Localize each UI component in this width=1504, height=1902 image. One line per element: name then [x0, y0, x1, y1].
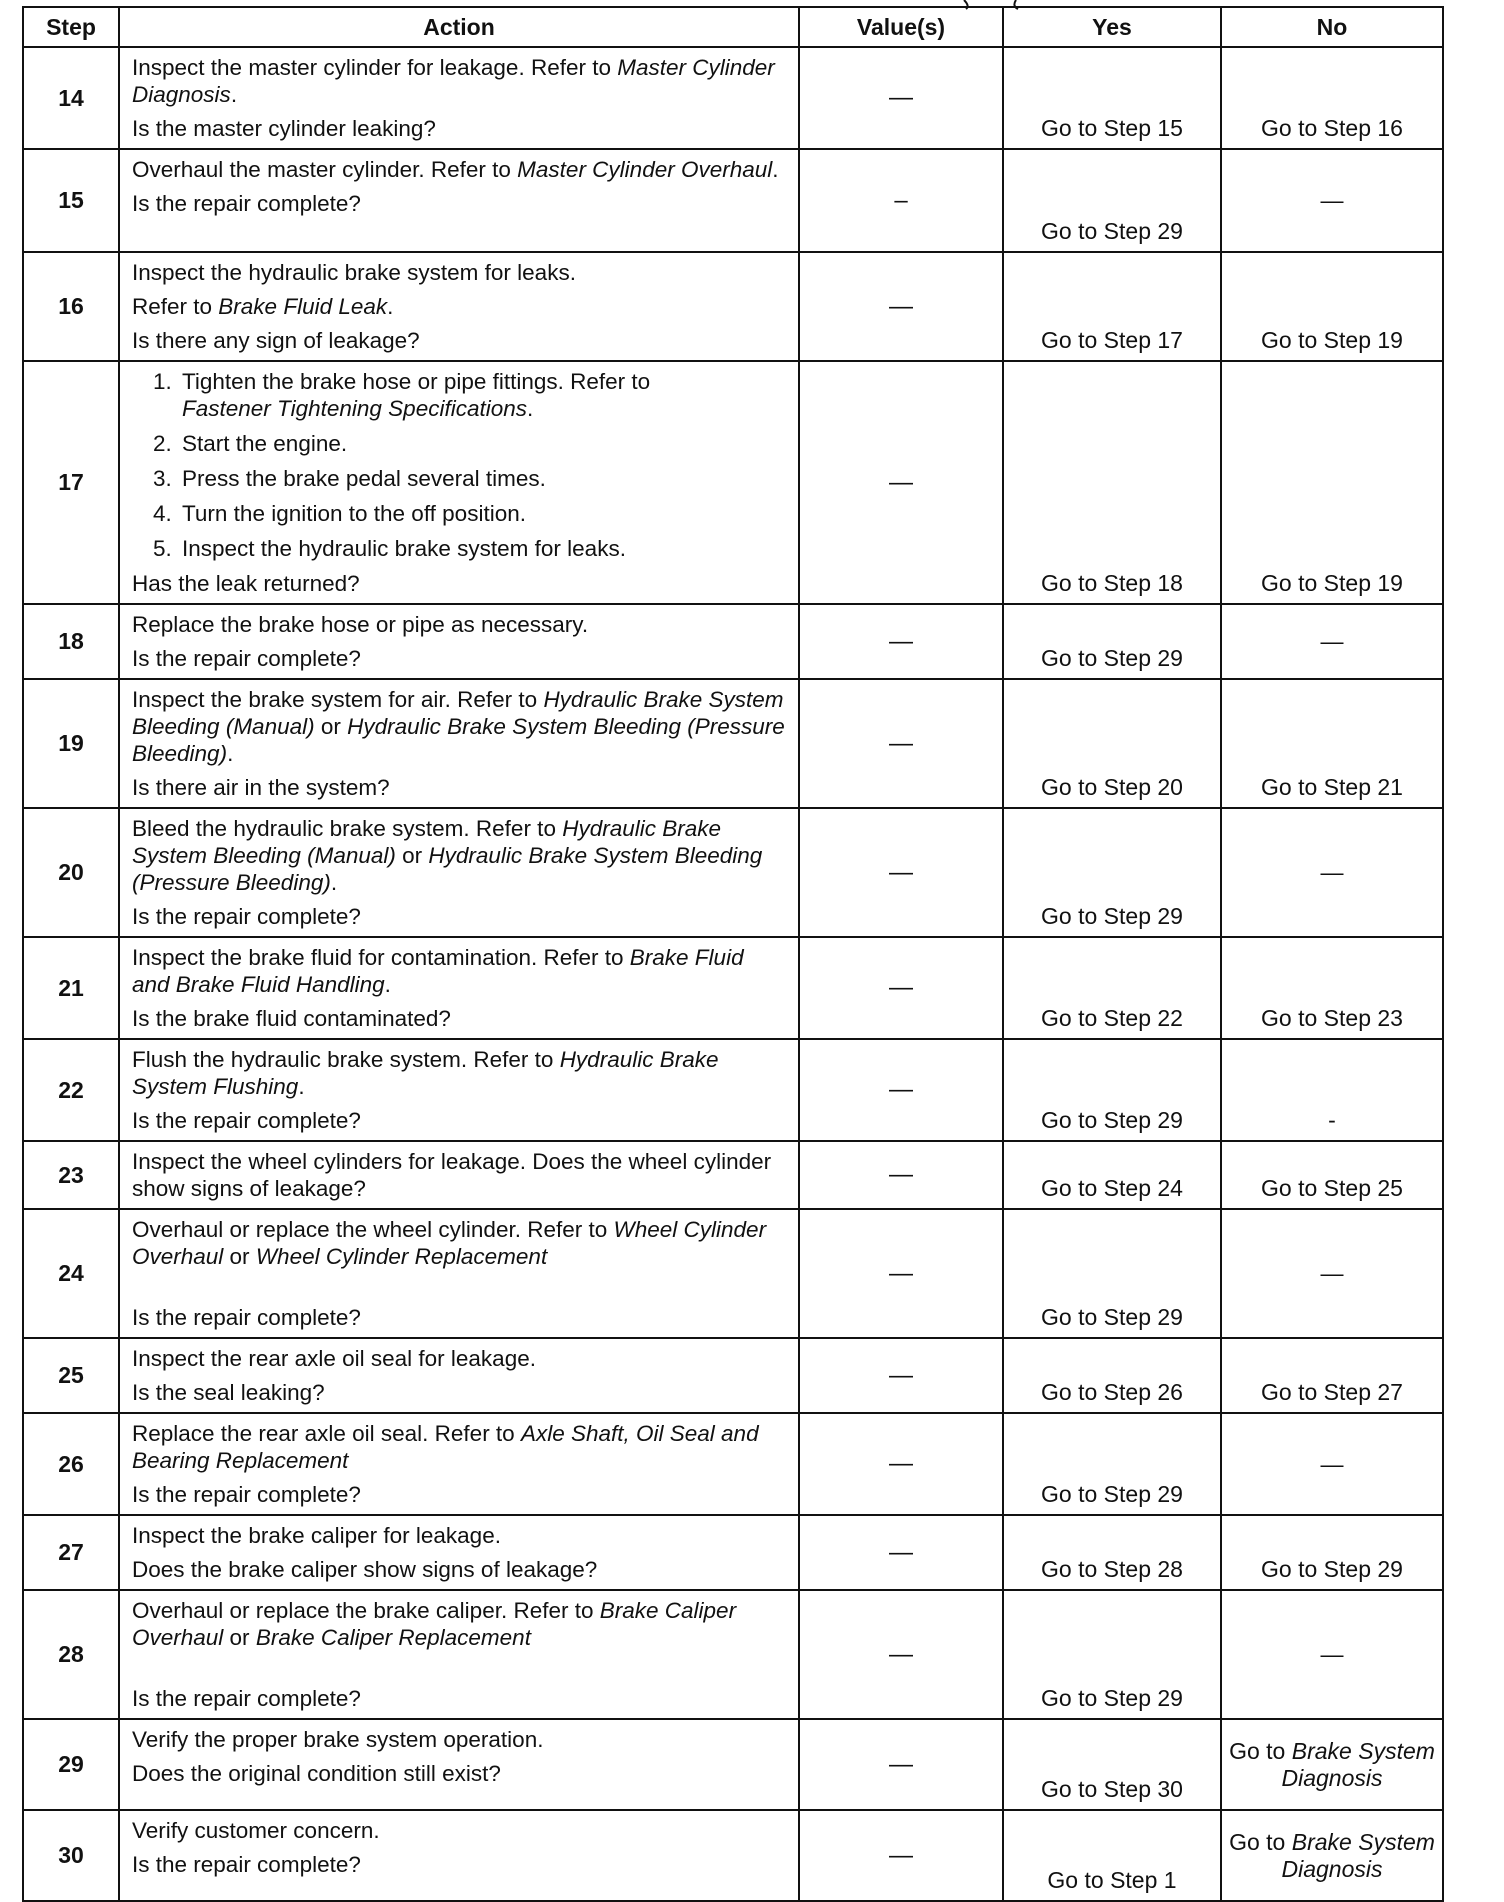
table-row: [23, 252, 1443, 361]
reference-link[interactable]: Hydraulic Brake System Bleeding (Manual): [132, 687, 784, 739]
action-cell: [119, 1719, 799, 1810]
table-row: [23, 1209, 1443, 1338]
no-go-to[interactable]: Go to Brake System Diagnosis: [1229, 1737, 1435, 1791]
action-question: Does the brake caliper show signs of leakage?: [132, 1557, 598, 1582]
yes-cell: [1003, 604, 1221, 679]
action-cell: [119, 604, 799, 679]
action-cell: [119, 1209, 799, 1338]
reference-link[interactable]: Brake Caliper Replacement: [255, 1625, 531, 1650]
yes-cell: [1003, 1590, 1221, 1719]
header-no: No: [1221, 7, 1443, 47]
yes-go-to[interactable]: Go to Step 28: [1041, 1556, 1183, 1582]
action-text: Flush the hydraulic brake system. Refer to Hydraulic Brake System Flushing.: [132, 1047, 719, 1099]
reference-link[interactable]: Brake Fluid and Brake Fluid Handling: [132, 945, 744, 997]
yes-cell: [1003, 808, 1221, 937]
step-number: 24: [23, 1209, 119, 1338]
step-number: 16: [23, 252, 119, 361]
reference-link[interactable]: Wheel Cylinder Replacement: [255, 1244, 548, 1269]
step-number: 22: [23, 1039, 119, 1141]
page: [22, 6, 1442, 1902]
yes-cell: [1003, 1810, 1221, 1901]
action-question: Is the repair complete?: [132, 1852, 361, 1877]
action-cell: [119, 937, 799, 1039]
table-row: [23, 1719, 1443, 1810]
reference-link[interactable]: Brake System Diagnosis: [1281, 1737, 1435, 1791]
step-number: 20: [23, 808, 119, 937]
table-row: [23, 808, 1443, 937]
action-text: Replace the rear axle oil seal. Refer to Axle Shaft, Oil Seal and Bearing Replacement: [132, 1421, 759, 1473]
action-cell: [119, 361, 799, 604]
action-text: Inspect the hydraulic brake system for leaks.: [132, 260, 576, 285]
action-text: Inspect the rear axle oil seal for leakage.: [132, 1346, 536, 1371]
table-row: [23, 679, 1443, 808]
no-dash: —: [1320, 628, 1344, 654]
action-cell: [119, 252, 799, 361]
step-number: 15: [23, 149, 119, 252]
yes-cell: [1003, 361, 1221, 604]
table-row: [23, 604, 1443, 679]
yes-cell: [1003, 149, 1221, 252]
action-cell: [119, 1413, 799, 1515]
yes-go-to[interactable]: Go to Step 29: [1041, 903, 1183, 929]
no-go-to[interactable]: Go to Brake System Diagnosis: [1229, 1828, 1435, 1882]
yes-cell: [1003, 1515, 1221, 1590]
action-text: Refer to Brake Fluid Leak.: [132, 294, 394, 319]
no-go-to[interactable]: Go to Step 23: [1261, 1005, 1403, 1031]
yes-go-to[interactable]: Go to Step 17: [1041, 327, 1183, 353]
action-question: Is the master cylinder leaking?: [132, 116, 436, 141]
yes-cell: [1003, 1209, 1221, 1338]
no-go-to[interactable]: Go to Step 25: [1261, 1175, 1403, 1201]
action-text: Replace the brake hose or pipe as necessary.: [132, 612, 589, 637]
value-cell: —: [799, 1810, 1003, 1901]
no-cell: [1221, 1810, 1443, 1901]
header-step: Step: [23, 7, 119, 47]
no-cell: [1221, 1413, 1443, 1515]
table-row: [23, 1810, 1443, 1901]
no-cell: [1221, 1515, 1443, 1590]
value-cell: —: [799, 1338, 1003, 1413]
step-number: 30: [23, 1810, 119, 1901]
cropped-heading-fragment: [962, 0, 1022, 10]
no-go-to[interactable]: Go to Step 19: [1261, 570, 1403, 596]
value-cell: —: [799, 252, 1003, 361]
action-cell: [119, 1338, 799, 1413]
value-cell: —: [799, 1515, 1003, 1590]
yes-go-to[interactable]: Go to Step 29: [1041, 1304, 1183, 1330]
no-go-to[interactable]: Go to Step 16: [1261, 115, 1403, 141]
value-cell: —: [799, 361, 1003, 604]
no-cell: [1221, 679, 1443, 808]
table-row: [23, 1590, 1443, 1719]
action-text: Inspect the wheel cylinders for leakage. Does the wheel cylinder show signs of leakage?: [132, 1149, 772, 1201]
no-cell: [1221, 604, 1443, 679]
yes-cell: [1003, 679, 1221, 808]
no-cell: [1221, 361, 1443, 604]
value-cell: —: [799, 1141, 1003, 1209]
yes-go-to[interactable]: Go to Step 20: [1041, 774, 1183, 800]
reference-link[interactable]: Brake Caliper Overhaul: [132, 1598, 737, 1650]
action-question: Is the brake fluid contaminated?: [132, 1006, 451, 1031]
value-cell: —: [799, 1209, 1003, 1338]
no-cell: [1221, 1338, 1443, 1413]
action-question: Is the repair complete?: [132, 1108, 361, 1133]
header-action: Action: [119, 7, 799, 47]
no-go-to[interactable]: Go to Step 27: [1261, 1379, 1403, 1405]
value-cell: —: [799, 47, 1003, 149]
action-text: Inspect the master cylinder for leakage. Refer to Master Cylinder Diagnosis.: [132, 55, 775, 107]
step-number: 25: [23, 1338, 119, 1413]
action-question: Does the original condition still exist?: [132, 1761, 501, 1786]
step-number: 18: [23, 604, 119, 679]
list-item: 3. Press the brake pedal several times.: [178, 465, 786, 492]
no-cell: [1221, 1209, 1443, 1338]
step-number: 26: [23, 1413, 119, 1515]
no-go-to[interactable]: Go to Step 29: [1261, 1556, 1403, 1582]
action-cell: [119, 149, 799, 252]
yes-go-to[interactable]: Go to Step 30: [1041, 1776, 1183, 1802]
reference-link[interactable]: Hydraulic Brake System Bleeding (Pressure Bleeding): [132, 714, 785, 766]
action-text: Bleed the hydraulic brake system. Refer to Hydraulic Brake System Bleeding (Manual) or Hydraulic Brake System Bleeding (Pressure Bleeding).: [132, 816, 763, 895]
action-cell: [119, 1039, 799, 1141]
no-dash: —: [1320, 1450, 1344, 1477]
no-cell: [1221, 1719, 1443, 1810]
yes-cell: [1003, 1338, 1221, 1413]
no-cell: [1221, 937, 1443, 1039]
no-cell: [1221, 1039, 1443, 1141]
header-row: [23, 7, 1443, 47]
yes-go-to[interactable]: Go to Step 24: [1041, 1175, 1183, 1201]
action-question: Is the repair complete?: [132, 1686, 361, 1711]
yes-go-to[interactable]: Go to Step 1: [1047, 1867, 1177, 1893]
step-number: 14: [23, 47, 119, 149]
yes-go-to[interactable]: Go to Step 15: [1041, 115, 1183, 141]
procedure-list: [132, 368, 786, 562]
action-text: Inspect the brake caliper for leakage.: [132, 1523, 501, 1548]
reference-link[interactable]: Brake Fluid Leak: [218, 294, 388, 319]
action-cell: [119, 1590, 799, 1719]
action-cell: [119, 47, 799, 149]
no-go-to[interactable]: Go to Step 19: [1261, 327, 1403, 353]
value-cell: —: [799, 604, 1003, 679]
reference-link[interactable]: Brake System Diagnosis: [1281, 1828, 1435, 1882]
step-number: 29: [23, 1719, 119, 1810]
table-row: [23, 1338, 1443, 1413]
yes-cell: [1003, 1141, 1221, 1209]
reference-link[interactable]: Hydraulic Brake System Bleeding (Pressure Bleeding): [132, 843, 763, 895]
action-text: Overhaul or replace the brake caliper. Refer to Brake Caliper Overhaul or Brake Caliper Replacement: [132, 1598, 737, 1650]
reference-link[interactable]: Hydraulic Brake System Flushing: [132, 1047, 719, 1099]
step-number: 28: [23, 1590, 119, 1719]
value-cell: —: [799, 679, 1003, 808]
list-item: 1. Tighten the brake hose or pipe fittings. Refer to Fastener Tightening Specifications.: [178, 368, 786, 422]
table-row: [23, 1413, 1443, 1515]
action-question: Is the repair complete?: [132, 191, 361, 216]
yes-go-to[interactable]: Go to Step 29: [1041, 1107, 1183, 1133]
no-dash: —: [1320, 187, 1344, 213]
action-cell: [119, 808, 799, 937]
no-cell: [1221, 149, 1443, 252]
reference-link[interactable]: Fastener Tightening Specifications: [182, 396, 527, 421]
action-text: Overhaul the master cylinder. Refer to Master Cylinder Overhaul.: [132, 157, 779, 182]
no-cell: [1221, 808, 1443, 937]
action-question: Is the repair complete?: [132, 904, 361, 929]
no-dash: —: [1320, 1260, 1344, 1286]
table-row: [23, 1515, 1443, 1590]
table-row: [23, 1039, 1443, 1141]
action-text: Inspect the brake fluid for contamination. Refer to Brake Fluid and Brake Fluid Handling.: [132, 945, 744, 997]
action-question: Is there any sign of leakage?: [132, 328, 420, 353]
table-row: [23, 361, 1443, 604]
action-question: Is the repair complete?: [132, 1305, 361, 1330]
step-number: 23: [23, 1141, 119, 1209]
action-text: Verify the proper brake system operation.: [132, 1727, 544, 1752]
no-cell: [1221, 1141, 1443, 1209]
action-text: Overhaul or replace the wheel cylinder. Refer to Wheel Cylinder Overhaul or Wheel Cylinder Replacement: [132, 1217, 767, 1269]
step-number: 19: [23, 679, 119, 808]
action-question: Is the seal leaking?: [132, 1380, 325, 1405]
header-values: Value(s): [799, 7, 1003, 47]
no-dash: —: [1320, 859, 1344, 885]
no-cell: [1221, 1590, 1443, 1719]
value-cell: —: [799, 937, 1003, 1039]
action-question: Has the leak returned?: [132, 571, 360, 596]
yes-go-to[interactable]: Go to Step 29: [1041, 645, 1183, 671]
reference-link[interactable]: Master Cylinder Overhaul: [517, 157, 773, 182]
yes-cell: [1003, 47, 1221, 149]
action-cell: [119, 679, 799, 808]
no-cell: [1221, 47, 1443, 149]
reference-link[interactable]: Hydraulic Brake System Bleeding (Manual): [132, 816, 722, 868]
step-number: 21: [23, 937, 119, 1039]
table-row: [23, 47, 1443, 149]
table-row: [23, 149, 1443, 252]
table-row: [23, 1141, 1443, 1209]
yes-go-to[interactable]: Go to Step 22: [1041, 1005, 1183, 1031]
no-cell: [1221, 252, 1443, 361]
value-cell: —: [799, 1039, 1003, 1141]
action-question: Is there air in the system?: [132, 775, 390, 800]
yes-cell: [1003, 252, 1221, 361]
value-cell: —: [799, 1719, 1003, 1810]
header-yes: Yes: [1003, 7, 1221, 47]
step-number: 17: [23, 361, 119, 604]
diagnostic-table: [22, 6, 1444, 1902]
list-item: 4. Turn the ignition to the off position.: [178, 500, 786, 527]
no-dash: -: [1328, 1107, 1336, 1133]
yes-go-to[interactable]: Go to Step 26: [1041, 1379, 1183, 1405]
reference-link[interactable]: Axle Shaft, Oil Seal and Bearing Replacement: [132, 1421, 759, 1473]
reference-link[interactable]: Wheel Cylinder Overhaul: [132, 1217, 767, 1269]
yes-cell: [1003, 1413, 1221, 1515]
value-cell: —: [799, 1413, 1003, 1515]
no-go-to[interactable]: Go to Step 21: [1261, 774, 1403, 800]
value-cell: —: [799, 1590, 1003, 1719]
yes-go-to[interactable]: Go to Step 29: [1041, 1481, 1183, 1507]
no-dash: —: [1320, 1641, 1344, 1667]
yes-cell: [1003, 1719, 1221, 1810]
value-cell: –: [799, 149, 1003, 252]
action-text: Inspect the brake system for air. Refer to Hydraulic Brake System Bleeding (Manual) or Hydraulic Brake System Bleeding (Pressure Bleeding).: [132, 687, 785, 766]
step-number: 27: [23, 1515, 119, 1590]
action-cell: [119, 1141, 799, 1209]
yes-go-to[interactable]: Go to Step 29: [1041, 218, 1183, 244]
action-cell: [119, 1515, 799, 1590]
action-question: Is the repair complete?: [132, 1482, 361, 1507]
reference-link[interactable]: Master Cylinder Diagnosis: [132, 55, 775, 107]
list-item: 2. Start the engine.: [178, 430, 786, 457]
list-item: 5. Inspect the hydraulic brake system for leaks.: [178, 535, 786, 562]
action-cell: [119, 1810, 799, 1901]
yes-cell: [1003, 1039, 1221, 1141]
yes-go-to[interactable]: Go to Step 18: [1041, 570, 1183, 596]
action-text: Verify customer concern.: [132, 1818, 380, 1843]
value-cell: —: [799, 808, 1003, 937]
yes-cell: [1003, 937, 1221, 1039]
table-row: [23, 937, 1443, 1039]
yes-go-to[interactable]: Go to Step 29: [1041, 1685, 1183, 1711]
action-question: Is the repair complete?: [132, 646, 361, 671]
